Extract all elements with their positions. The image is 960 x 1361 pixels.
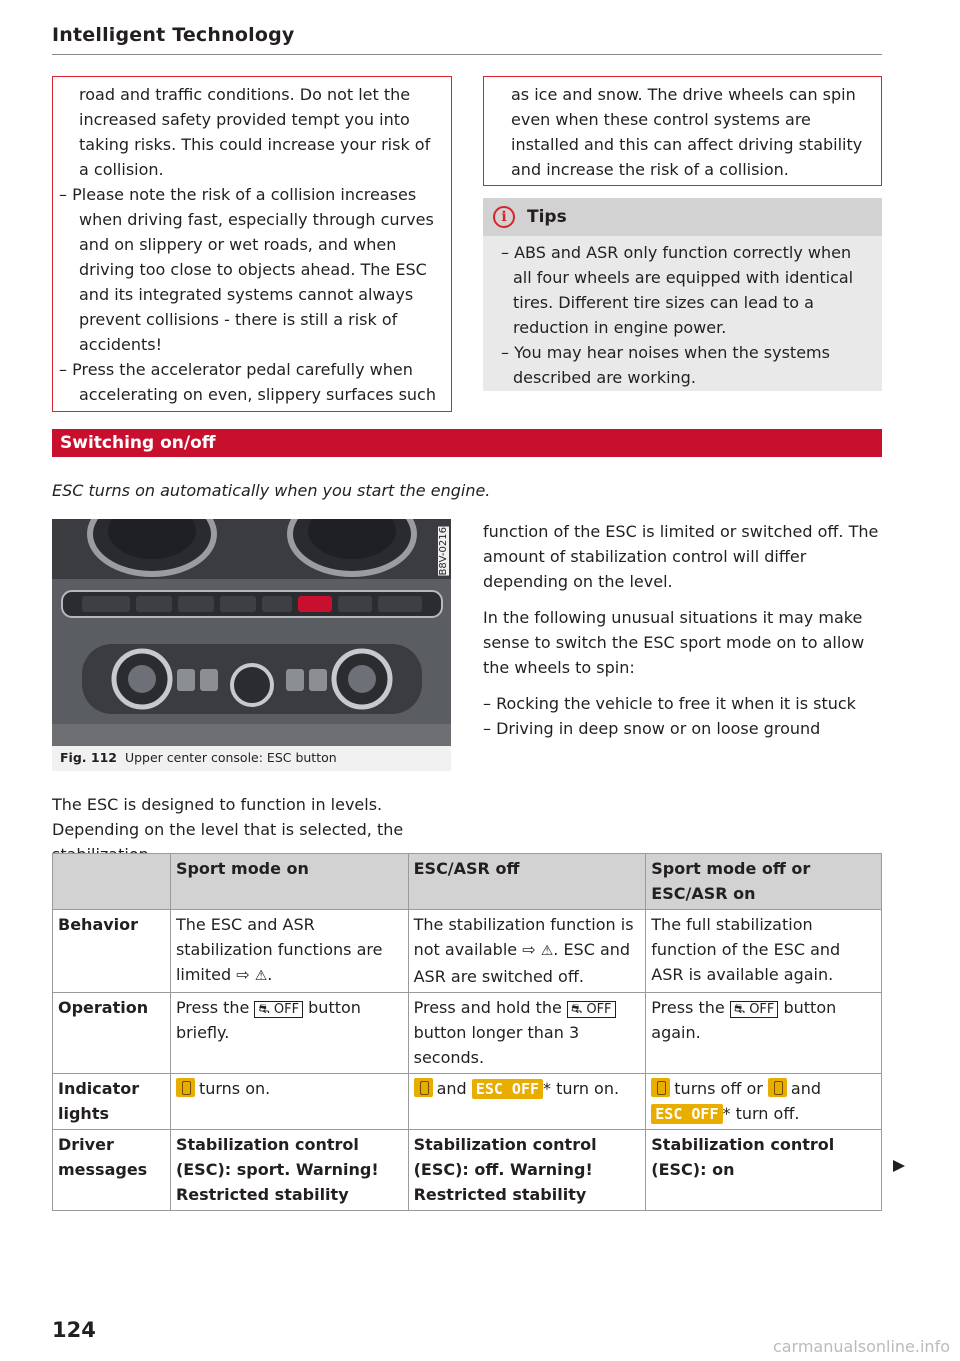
section-heading: Switching on/off bbox=[52, 429, 882, 457]
warning-item: – Press the accelerator pedal carefully when accelerating on even, slippery surfaces such bbox=[59, 357, 437, 407]
table-cell: Stabilization control (ESC): sport. Warning! Restricted stability bbox=[170, 1130, 408, 1211]
cell-text: and bbox=[790, 1079, 822, 1098]
cell-text: * turn off. bbox=[722, 1104, 800, 1123]
figure-number: Fig. 112 bbox=[60, 750, 117, 765]
esc-indicator-icon bbox=[176, 1078, 195, 1097]
esc-indicator-icon bbox=[414, 1078, 433, 1097]
row-label-messages: Driver messages bbox=[53, 1130, 171, 1211]
cell-text: Press the bbox=[651, 998, 725, 1017]
body-list-item: – Rocking the vehicle to free it when it is stuck bbox=[483, 694, 856, 713]
table-cell bbox=[646, 1074, 882, 1130]
warning-box-left bbox=[52, 76, 452, 412]
cell-text: and bbox=[436, 1079, 467, 1098]
esc-off-button-key bbox=[730, 1001, 779, 1018]
section-subtitle: ESC turns on automatically when you start the engine. bbox=[52, 481, 491, 500]
center-console-photo bbox=[52, 519, 451, 746]
table-row bbox=[53, 1130, 882, 1211]
cell-text: * turn on. bbox=[543, 1079, 620, 1098]
table-cell bbox=[170, 1074, 408, 1130]
cell-text: turns off or bbox=[674, 1079, 763, 1098]
cell-text: Press and hold the bbox=[413, 998, 562, 1017]
esc-indicator-icon bbox=[768, 1078, 787, 1097]
esc-off-indicator: ESC OFF bbox=[651, 1104, 722, 1124]
table-row bbox=[53, 1074, 882, 1130]
key-label: OFF bbox=[749, 1002, 775, 1017]
warning-intro: road and traffic conditions. Do not let the increased safety provided tempt you into taking risks. This could increase your risk of a collision. bbox=[79, 85, 431, 179]
tips-item: – You may hear noises when the systems described are working. bbox=[501, 340, 872, 390]
page-number: 124 bbox=[52, 1318, 96, 1342]
table-header-cell: Sport mode on bbox=[170, 854, 408, 910]
tips-title: Tips bbox=[527, 207, 567, 227]
esc-indicator-icon bbox=[651, 1078, 670, 1097]
table-row bbox=[53, 993, 882, 1074]
esc-car-icon: ⛐ bbox=[733, 1002, 746, 1017]
row-label-indicator: Indicator lights bbox=[53, 1074, 171, 1130]
esc-car-icon: ⛐ bbox=[570, 1002, 583, 1017]
table-corner-cell bbox=[53, 854, 171, 910]
center-console-illustration bbox=[52, 519, 451, 746]
body-list-item: – Driving in deep snow or on loose ground bbox=[483, 719, 821, 738]
table-cell bbox=[408, 1074, 646, 1130]
table-row bbox=[53, 910, 882, 993]
header-divider bbox=[52, 54, 882, 55]
esc-levels-table bbox=[52, 853, 882, 1211]
table-header-row bbox=[53, 854, 882, 910]
esc-off-button-key bbox=[567, 1001, 616, 1018]
warning-item: – Please note the risk of a collision increases when driving fast, especially through curves and on slippery or wet roads, and when driving too close to objects ahead. The ESC and its integrated systems cannot always prevent collisions - there is still a risk of accidents! bbox=[59, 182, 437, 357]
key-label: OFF bbox=[273, 1002, 300, 1017]
body-paragraph-right-2: In the following unusual situations it may make sense to switch the ESC sport mode on to allow the wheels to spin: bbox=[483, 608, 865, 677]
watermark: carmanualsonline.info bbox=[772, 1337, 950, 1356]
table-cell bbox=[408, 993, 646, 1074]
tips-list bbox=[483, 236, 882, 390]
table-cell: The ESC and ASR stabilization functions are limited ⇨ ⚠. bbox=[170, 910, 408, 993]
table-cell: Stabilization control (ESC): off. Warning! Restricted stability bbox=[408, 1130, 646, 1211]
warning-triangle-icon: ⚠ bbox=[540, 943, 554, 959]
figure-112 bbox=[52, 519, 451, 771]
body-paragraph-right-1: function of the ESC is limited or switched off. The amount of stabilization control will differ depending on the level. bbox=[483, 522, 879, 591]
continue-arrow-icon bbox=[893, 1160, 905, 1172]
table-cell bbox=[170, 993, 408, 1074]
tips-box bbox=[483, 198, 882, 391]
esc-off-button-key bbox=[254, 1001, 303, 1018]
esc-off-indicator: ESC OFF bbox=[472, 1079, 543, 1099]
cell-text: The stabilization function is not available ⇨ bbox=[413, 915, 634, 959]
warning-continued-text: as ice and snow. The drive wheels can spin even when these control systems are installed and this can affect driving stability and increase the risk of a collision. bbox=[511, 85, 863, 179]
table-header-cell: ESC/ASR off bbox=[408, 854, 646, 910]
esc-car-icon: ⛐ bbox=[258, 1002, 270, 1017]
cell-text: button again. bbox=[651, 998, 837, 1042]
cell-text: button briefly. bbox=[175, 998, 361, 1042]
warning-list bbox=[72, 182, 437, 407]
table-cell bbox=[646, 993, 882, 1074]
table-cell: Stabilization control (ESC): on bbox=[646, 1130, 882, 1211]
figure-caption bbox=[60, 750, 337, 765]
figure-caption-text: Upper center console: ESC button bbox=[124, 750, 337, 765]
figure-code: B8V-0216 bbox=[438, 527, 449, 576]
row-label-operation: Operation bbox=[53, 993, 171, 1074]
key-label: OFF bbox=[586, 1002, 612, 1017]
warning-triangle-icon: ⚠ bbox=[254, 968, 268, 984]
body-paragraph-left: The ESC is designed to function in levels. Depending on the level that is selected, the bbox=[52, 795, 404, 839]
table-header-cell: Sport mode off or ESC/ASR on bbox=[646, 854, 882, 910]
table-cell bbox=[408, 910, 646, 993]
table-cell: The full stabilization function of the ESC and ASR is available again. bbox=[646, 910, 882, 993]
tips-item: – ABS and ASR only function correctly when all four wheels are equipped with identical tires. Different tire sizes can lead to a reduction in engine power. bbox=[501, 240, 872, 340]
cell-text: . ESC and ASR are switched off. bbox=[413, 940, 631, 986]
cell-text: Press the bbox=[175, 998, 250, 1017]
warning-box-right bbox=[483, 76, 882, 186]
tips-header bbox=[483, 198, 882, 236]
cell-text: button longer than 3 seconds. bbox=[413, 1023, 580, 1067]
row-label-behavior: Behavior bbox=[53, 910, 171, 993]
info-icon: i bbox=[493, 206, 515, 228]
page-header-title: Intelligent Technology bbox=[52, 24, 295, 46]
cell-text: turns on. bbox=[198, 1079, 271, 1098]
cell-text: The ESC and ASR stabilization functions are limited ⇨ bbox=[175, 915, 383, 984]
